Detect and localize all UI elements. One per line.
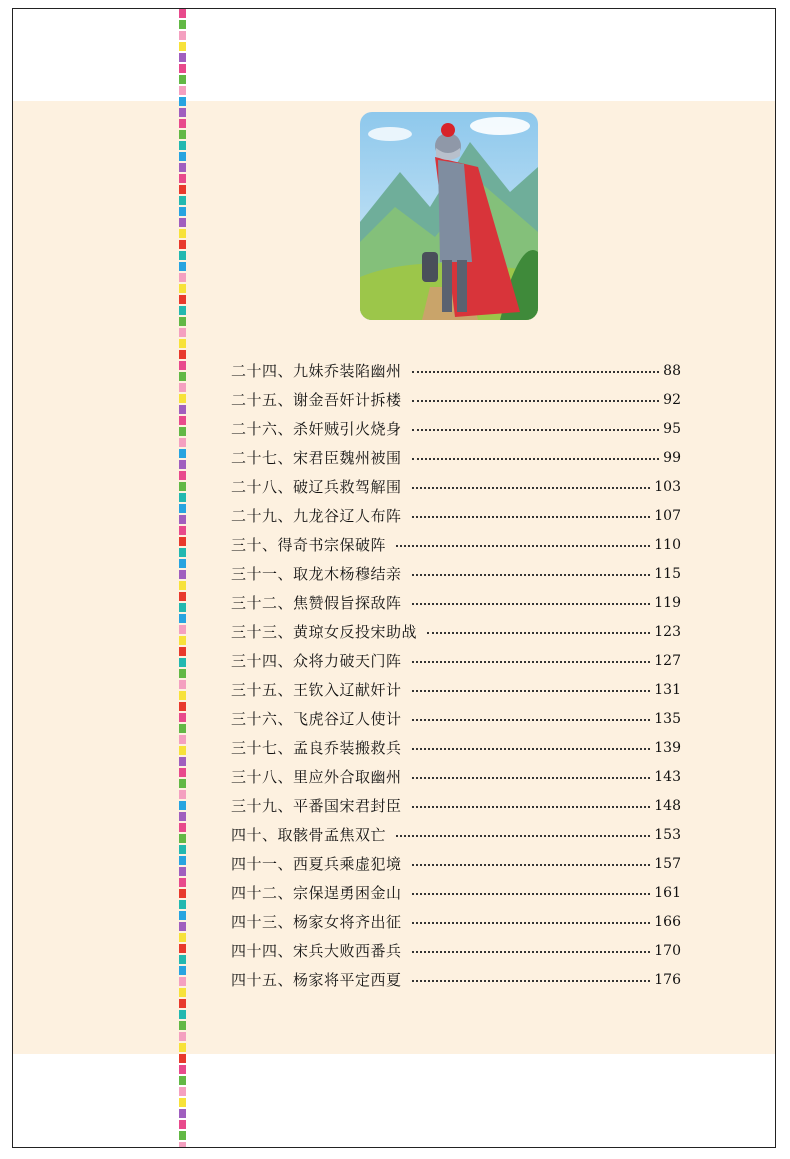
stripe-segment bbox=[179, 185, 186, 194]
stripe-segment bbox=[179, 394, 186, 403]
toc-entry-title: 三十一、取龙木杨穆结亲 bbox=[231, 565, 402, 583]
stripe-segment bbox=[179, 306, 186, 315]
toc-entry-title: 四十、取骸骨孟焦双亡 bbox=[231, 826, 387, 844]
toc-entry-page: 115 bbox=[654, 565, 681, 582]
stripe-segment bbox=[179, 922, 186, 931]
stripe-segment bbox=[179, 548, 186, 557]
stripe-segment bbox=[179, 812, 186, 821]
toc-entry[interactable] bbox=[231, 356, 681, 385]
stripe-segment bbox=[179, 262, 186, 271]
stripe-segment bbox=[179, 130, 186, 139]
stripe-segment bbox=[179, 207, 186, 216]
toc-entry-title: 三十四、众将力破天门阵 bbox=[231, 652, 402, 670]
stripe-segment bbox=[179, 317, 186, 326]
stripe-segment bbox=[179, 1010, 186, 1019]
toc-leader-dots bbox=[412, 400, 660, 402]
stripe-segment bbox=[179, 603, 186, 612]
stripe-segment bbox=[179, 119, 186, 128]
toc-leader-dots bbox=[412, 922, 651, 924]
toc-entry[interactable] bbox=[231, 675, 681, 704]
stripe-segment bbox=[179, 1120, 186, 1129]
toc-entry-page: 107 bbox=[654, 507, 681, 524]
toc-entry[interactable] bbox=[231, 762, 681, 791]
toc-entry-title: 四十二、宗保逞勇困金山 bbox=[231, 884, 402, 902]
stripe-segment bbox=[179, 559, 186, 568]
stripe-segment bbox=[179, 372, 186, 381]
toc-entry[interactable] bbox=[231, 617, 681, 646]
toc-entry[interactable] bbox=[231, 791, 681, 820]
toc-entry[interactable] bbox=[231, 878, 681, 907]
stripe-segment bbox=[179, 1032, 186, 1041]
toc-leader-dots bbox=[412, 458, 660, 460]
stripe-segment bbox=[179, 42, 186, 51]
stripe-segment bbox=[179, 801, 186, 810]
toc-leader-dots bbox=[412, 487, 651, 489]
stripe-segment bbox=[179, 988, 186, 997]
stripe-segment bbox=[179, 64, 186, 73]
toc-entry-page: 119 bbox=[654, 594, 681, 611]
toc-entry-page: 99 bbox=[663, 449, 681, 466]
stripe-segment bbox=[179, 31, 186, 40]
stripe-segment bbox=[179, 955, 186, 964]
stripe-segment bbox=[179, 405, 186, 414]
stripe-segment bbox=[179, 1054, 186, 1063]
stripe-segment bbox=[179, 9, 186, 18]
toc-entry-title: 三十六、飞虎谷辽人使计 bbox=[231, 710, 402, 728]
toc-entry-page: 148 bbox=[654, 797, 681, 814]
stripe-segment bbox=[179, 152, 186, 161]
toc-leader-dots bbox=[412, 893, 651, 895]
stripe-segment bbox=[179, 427, 186, 436]
stripe-segment bbox=[179, 328, 186, 337]
stripe-segment bbox=[179, 1065, 186, 1074]
toc-entry[interactable] bbox=[231, 965, 681, 994]
stripe-segment bbox=[179, 658, 186, 667]
toc-entry-page: 95 bbox=[663, 420, 681, 437]
toc-entry-title: 三十八、里应外合取幽州 bbox=[231, 768, 402, 786]
stripe-segment bbox=[179, 911, 186, 920]
stripe-segment bbox=[179, 713, 186, 722]
stripe-segment bbox=[179, 339, 186, 348]
toc-entry-title: 二十四、九妹乔装陷幽州 bbox=[231, 362, 402, 380]
toc-leader-dots bbox=[412, 864, 651, 866]
stripe-segment bbox=[179, 240, 186, 249]
toc-entry[interactable] bbox=[231, 530, 681, 559]
stripe-segment bbox=[179, 515, 186, 524]
toc-leader-dots bbox=[412, 951, 651, 953]
toc-leader-dots bbox=[412, 980, 651, 982]
stripe-segment bbox=[179, 196, 186, 205]
stripe-segment bbox=[179, 20, 186, 29]
stripe-segment bbox=[179, 1098, 186, 1107]
toc-entry-title: 二十五、谢金吾奸计拆楼 bbox=[231, 391, 402, 409]
stripe-segment bbox=[179, 537, 186, 546]
toc-entry-page: 103 bbox=[654, 478, 681, 495]
toc-entry[interactable] bbox=[231, 559, 681, 588]
toc-leader-dots bbox=[396, 835, 650, 837]
stripe-segment bbox=[179, 75, 186, 84]
general-red-cape-icon bbox=[360, 112, 538, 320]
toc-entry-page: 143 bbox=[654, 768, 681, 785]
toc-entry-title: 二十七、宋君臣魏州被围 bbox=[231, 449, 402, 467]
toc-entry[interactable] bbox=[231, 907, 681, 936]
toc-entry[interactable] bbox=[231, 414, 681, 443]
stripe-segment bbox=[179, 746, 186, 755]
stripe-segment bbox=[179, 944, 186, 953]
toc-entry-title: 四十四、宋兵大败西番兵 bbox=[231, 942, 402, 960]
stripe-segment bbox=[179, 1043, 186, 1052]
stripe-segment bbox=[179, 570, 186, 579]
stripe-segment bbox=[179, 977, 186, 986]
stripe-segment bbox=[179, 350, 186, 359]
stripe-segment bbox=[179, 779, 186, 788]
toc-entry-page: 153 bbox=[654, 826, 681, 843]
stripe-segment bbox=[179, 438, 186, 447]
toc-entry-title: 三十、得奇书宗保破阵 bbox=[231, 536, 387, 554]
toc-entry-title: 三十五、王钦入辽献奸计 bbox=[231, 681, 402, 699]
toc-entry[interactable] bbox=[231, 385, 681, 414]
toc-leader-dots bbox=[396, 545, 650, 547]
stripe-segment bbox=[179, 625, 186, 634]
toc-entry-page: 157 bbox=[654, 855, 681, 872]
stripe-segment bbox=[179, 1087, 186, 1096]
toc-entry-title: 三十二、焦赞假旨探敌阵 bbox=[231, 594, 402, 612]
stripe-segment bbox=[179, 361, 186, 370]
toc-leader-dots bbox=[412, 777, 651, 779]
stripe-segment bbox=[179, 680, 186, 689]
stripe-segment bbox=[179, 856, 186, 865]
toc-entry-page: 131 bbox=[654, 681, 681, 698]
toc-entry[interactable] bbox=[231, 733, 681, 762]
toc-entry[interactable] bbox=[231, 936, 681, 965]
stripe-segment bbox=[179, 449, 186, 458]
stripe-segment bbox=[179, 284, 186, 293]
stripe-segment bbox=[179, 823, 186, 832]
table-of-contents bbox=[231, 356, 681, 994]
stripe-segment bbox=[179, 669, 186, 678]
stripe-segment bbox=[179, 229, 186, 238]
stripe-segment bbox=[179, 86, 186, 95]
stripe-segment bbox=[179, 592, 186, 601]
stripe-segment bbox=[179, 724, 186, 733]
stripe-segment bbox=[179, 867, 186, 876]
stripe-segment bbox=[179, 218, 186, 227]
stripe-segment bbox=[179, 1076, 186, 1085]
toc-leader-dots bbox=[412, 574, 651, 576]
decorative-color-stripe bbox=[179, 9, 186, 1147]
stripe-segment bbox=[179, 966, 186, 975]
toc-entry[interactable] bbox=[231, 704, 681, 733]
toc-entry-page: 88 bbox=[663, 362, 681, 379]
stripe-segment bbox=[179, 1021, 186, 1030]
stripe-segment bbox=[179, 53, 186, 62]
toc-entry-title: 三十七、孟良乔装搬救兵 bbox=[231, 739, 402, 757]
toc-leader-dots bbox=[412, 719, 651, 721]
toc-entry-title: 二十六、杀奸贼引火烧身 bbox=[231, 420, 402, 438]
toc-entry-title: 四十三、杨家女将齐出征 bbox=[231, 913, 402, 931]
stripe-segment bbox=[179, 614, 186, 623]
stripe-segment bbox=[179, 416, 186, 425]
stripe-segment bbox=[179, 108, 186, 117]
stripe-segment bbox=[179, 790, 186, 799]
toc-entry-page: 127 bbox=[654, 652, 681, 669]
toc-leader-dots bbox=[412, 371, 660, 373]
stripe-segment bbox=[179, 757, 186, 766]
toc-entry-page: 110 bbox=[654, 536, 681, 553]
stripe-segment bbox=[179, 383, 186, 392]
stripe-segment bbox=[179, 97, 186, 106]
stripe-segment bbox=[179, 174, 186, 183]
stripe-segment bbox=[179, 1109, 186, 1118]
toc-entry-page: 139 bbox=[654, 739, 681, 756]
toc-entry-page: 166 bbox=[654, 913, 681, 930]
stripe-segment bbox=[179, 460, 186, 469]
stripe-segment bbox=[179, 295, 186, 304]
toc-leader-dots bbox=[412, 429, 660, 431]
stripe-segment bbox=[179, 845, 186, 854]
stripe-segment bbox=[179, 251, 186, 260]
toc-leader-dots bbox=[412, 806, 651, 808]
stripe-segment bbox=[179, 1131, 186, 1140]
stripe-segment bbox=[179, 163, 186, 172]
toc-entry-title: 四十一、西夏兵乘虚犯境 bbox=[231, 855, 402, 873]
toc-entry-title: 三十九、平番国宋君封臣 bbox=[231, 797, 402, 815]
toc-entry[interactable] bbox=[231, 472, 681, 501]
toc-leader-dots bbox=[427, 632, 650, 634]
stripe-segment bbox=[179, 504, 186, 513]
toc-entry[interactable] bbox=[231, 820, 681, 849]
stripe-segment bbox=[179, 735, 186, 744]
toc-entry[interactable] bbox=[231, 501, 681, 530]
toc-entry-page: 176 bbox=[654, 971, 681, 988]
toc-entry-title: 四十五、杨家将平定西夏 bbox=[231, 971, 402, 989]
toc-entry-title: 三十三、黄琼女反投宋助战 bbox=[231, 623, 418, 641]
toc-leader-dots bbox=[412, 690, 651, 692]
stripe-segment bbox=[179, 900, 186, 909]
stripe-segment bbox=[179, 493, 186, 502]
stripe-segment bbox=[179, 647, 186, 656]
stripe-segment bbox=[179, 141, 186, 150]
toc-entry-page: 123 bbox=[654, 623, 681, 640]
stripe-segment bbox=[179, 834, 186, 843]
toc-entry-page: 170 bbox=[654, 942, 681, 959]
toc-entry[interactable] bbox=[231, 849, 681, 878]
stripe-segment bbox=[179, 933, 186, 942]
toc-entry-title: 二十九、九龙谷辽人布阵 bbox=[231, 507, 402, 525]
toc-entry[interactable] bbox=[231, 646, 681, 675]
stripe-segment bbox=[179, 1142, 186, 1147]
stripe-segment bbox=[179, 482, 186, 491]
stripe-segment bbox=[179, 526, 186, 535]
toc-entry-page: 135 bbox=[654, 710, 681, 727]
toc-leader-dots bbox=[412, 603, 651, 605]
toc-entry-page: 92 bbox=[663, 391, 681, 408]
toc-leader-dots bbox=[412, 748, 651, 750]
stripe-segment bbox=[179, 999, 186, 1008]
toc-leader-dots bbox=[412, 516, 651, 518]
stripe-segment bbox=[179, 768, 186, 777]
stripe-segment bbox=[179, 273, 186, 282]
stripe-segment bbox=[179, 691, 186, 700]
toc-entry[interactable] bbox=[231, 588, 681, 617]
stripe-segment bbox=[179, 878, 186, 887]
stripe-segment bbox=[179, 581, 186, 590]
toc-leader-dots bbox=[412, 661, 651, 663]
toc-entry-page: 161 bbox=[654, 884, 681, 901]
toc-entry-title: 二十八、破辽兵救驾解围 bbox=[231, 478, 402, 496]
stripe-segment bbox=[179, 636, 186, 645]
stripe-segment bbox=[179, 889, 186, 898]
toc-entry[interactable] bbox=[231, 443, 681, 472]
stripe-segment bbox=[179, 702, 186, 711]
stripe-segment bbox=[179, 471, 186, 480]
